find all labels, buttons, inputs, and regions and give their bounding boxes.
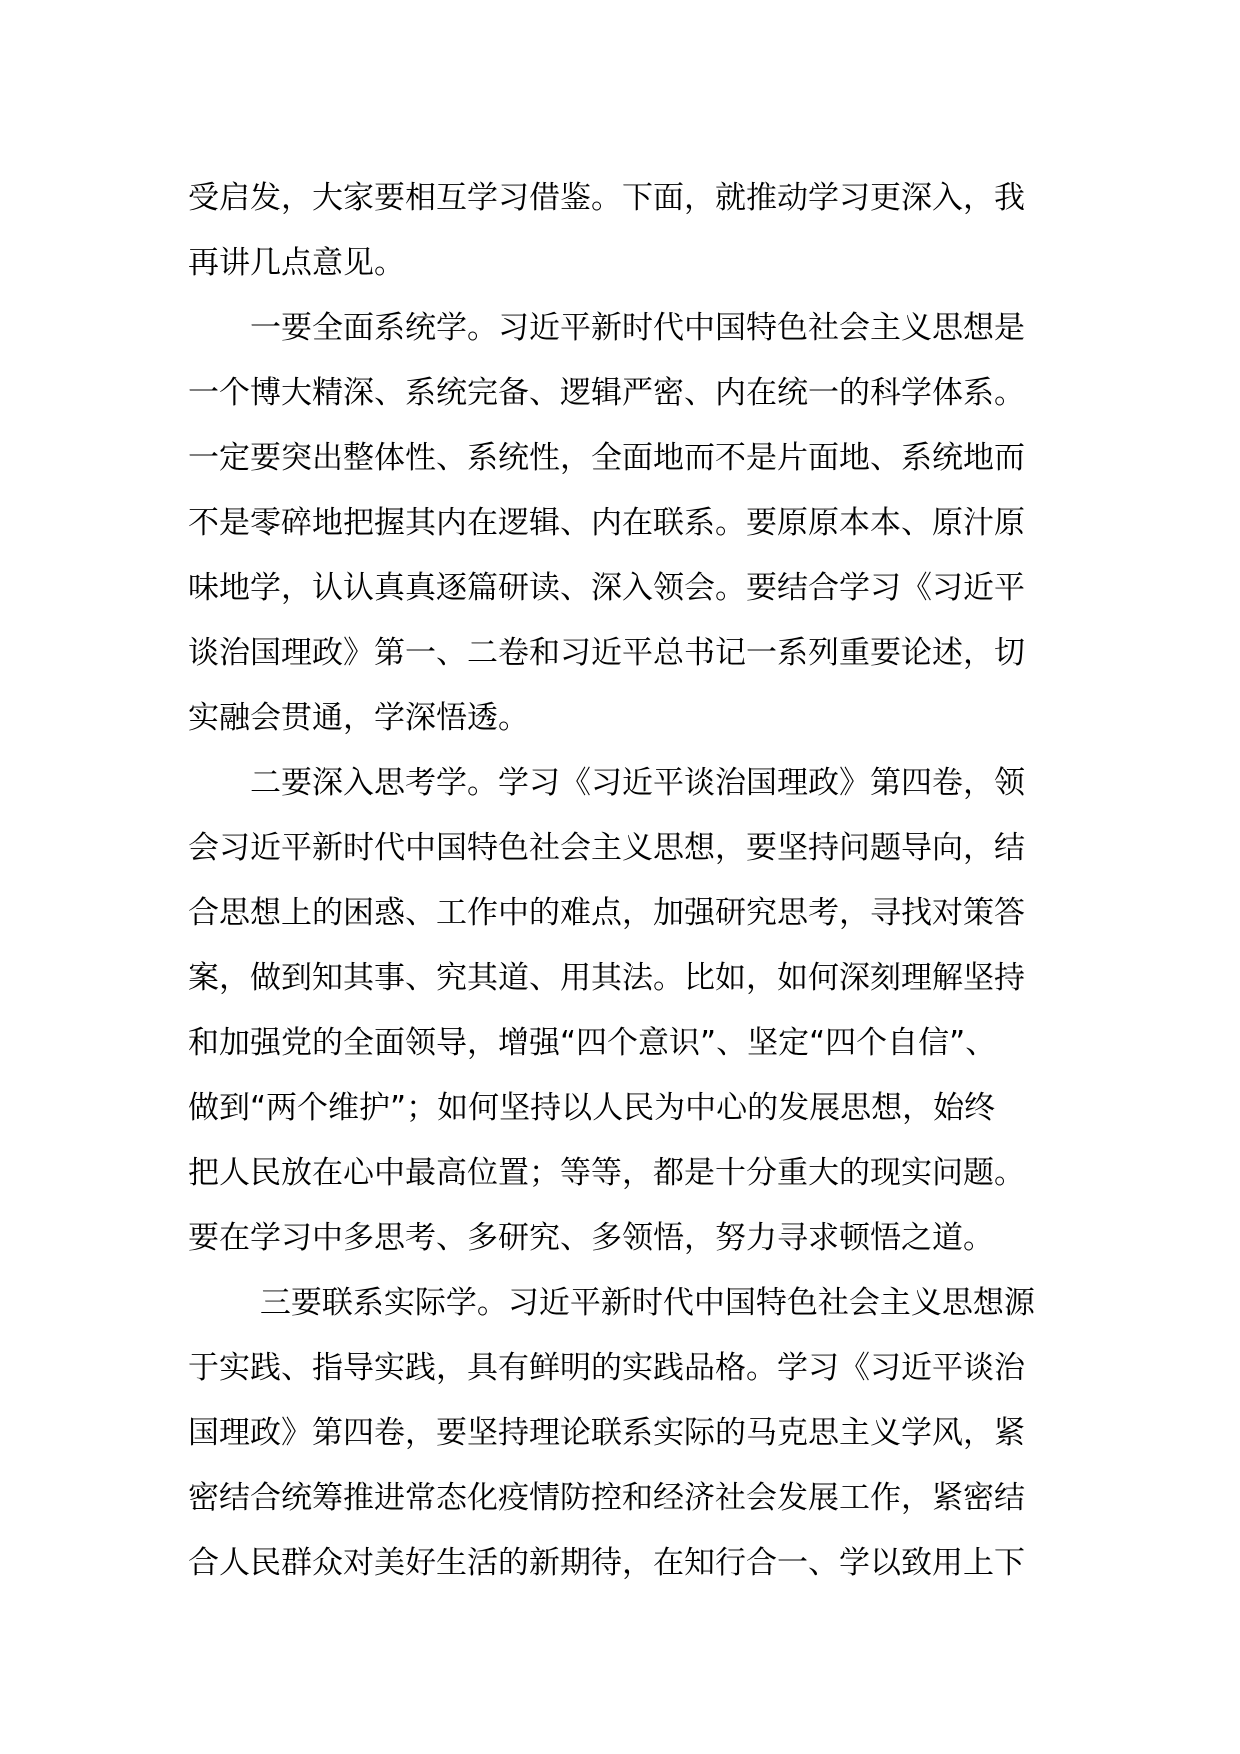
text-line: 一定要突出整体性、系统性，全面地而不是片面地、系统地而 xyxy=(188,440,1025,476)
text-line: 合人民群众对美好生活的新期待，在知行合一、学以致用上下 xyxy=(188,1545,1025,1581)
text-line: 二要深入思考学。学习《习近平谈治国理政》第四卷，领 xyxy=(188,765,1025,801)
text-line: 合思想上的困惑、工作中的难点，加强研究思考，寻找对策答 xyxy=(188,895,1025,931)
text-line: 不是零碎地把握其内在逻辑、内在联系。要原原本本、原汁原 xyxy=(188,505,1025,541)
paragraph-point-one xyxy=(188,296,1068,751)
text-line: 实融会贯通，学深悟透。 xyxy=(188,700,529,736)
text-line: 一个博大精深、系统完备、逻辑严密、内在统一的科学体系。 xyxy=(188,375,1025,411)
text-line: 一要全面系统学。习近平新时代中国特色社会主义思想是 xyxy=(188,310,1025,346)
text-line: 于实践、指导实践，具有鲜明的实践品格。学习《习近平谈治 xyxy=(188,1350,1025,1386)
text-line: 味地学，认认真真逐篇研读、深入领会。要结合学习《习近平 xyxy=(188,570,1025,606)
text-line: 要在学习中多思考、多研究、多领悟，努力寻求顿悟之道。 xyxy=(188,1220,994,1256)
text-line: 三要联系实际学。习近平新时代中国特色社会主义思想源 xyxy=(188,1285,1035,1321)
text-line: 和加强党的全面领导，增强“四个意识”、坚定“四个自信”、 xyxy=(188,1025,997,1061)
body-text xyxy=(188,166,1068,1596)
text-line: 再讲几点意见。 xyxy=(188,245,405,281)
text-line: 谈治国理政》第一、二卷和习近平总书记一系列重要论述，切 xyxy=(188,635,1025,671)
text-line: 受启发，大家要相互学习借鉴。下面，就推动学习更深入，我 xyxy=(188,180,1025,216)
text-line: 案，做到知其事、究其道、用其法。比如，如何深刻理解坚持 xyxy=(188,960,1025,996)
text-line: 做到“两个维护”；如何坚持以人民为中心的发展思想，始终 xyxy=(188,1090,996,1126)
text-line: 密结合统筹推进常态化疫情防控和经济社会发展工作，紧密结 xyxy=(188,1480,1025,1516)
paragraph-point-three xyxy=(188,1271,1068,1596)
paragraph-point-two xyxy=(188,751,1068,1271)
paragraph-intro-continuation xyxy=(188,166,1068,296)
text-line: 国理政》第四卷，要坚持理论联系实际的马克思主义学风，紧 xyxy=(188,1415,1025,1451)
text-line: 把人民放在心中最高位置；等等，都是十分重大的现实问题。 xyxy=(188,1155,1025,1191)
text-line: 会习近平新时代中国特色社会主义思想，要坚持问题导向，结 xyxy=(188,830,1025,866)
